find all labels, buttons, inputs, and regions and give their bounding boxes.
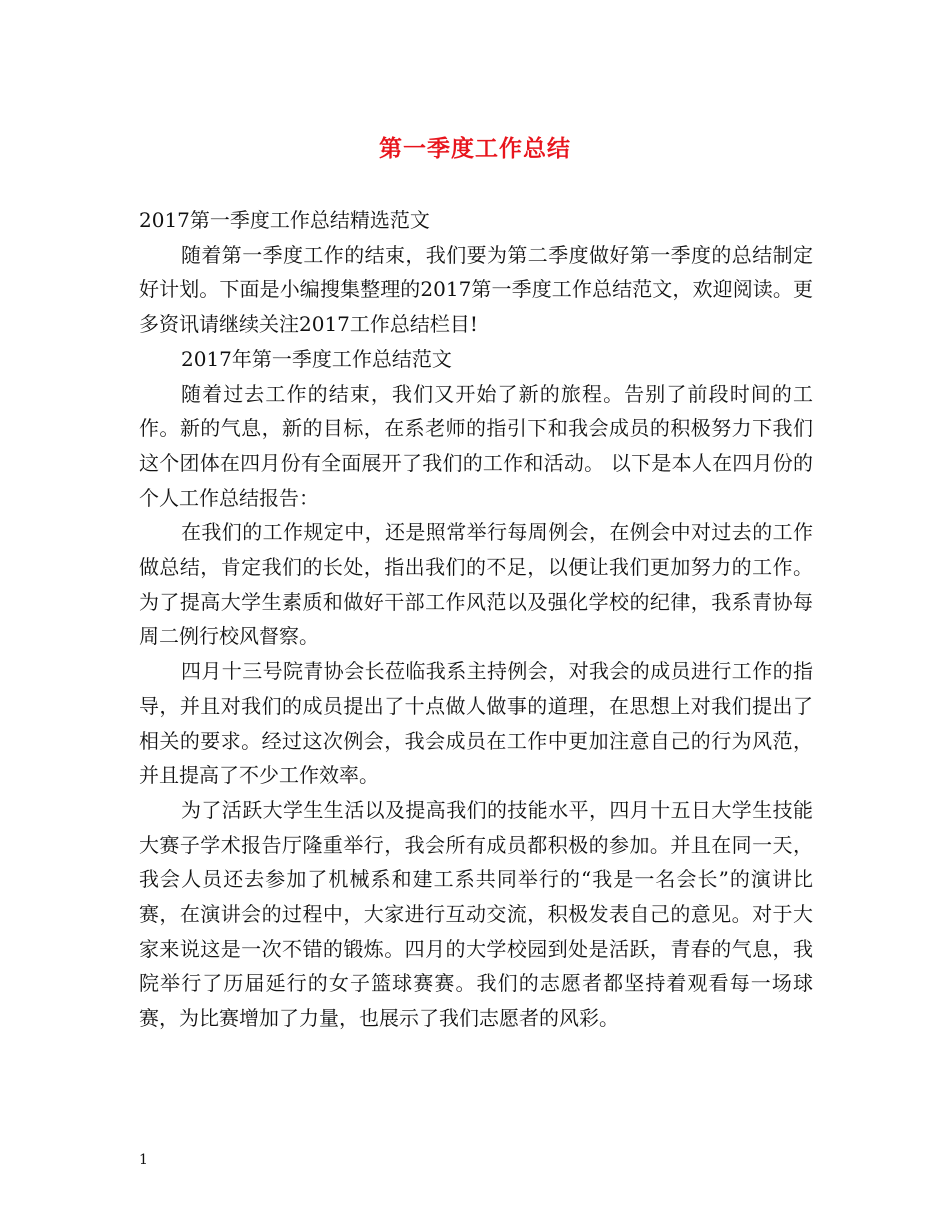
paragraph-body: 随着过去工作的结束，我们又开始了新的旅程。告别了前段时间的工作。新的气息，新的目标，在系老师的指引下和我会成员的积极努力下我们这个团体在四月份有全面展开了我们的工作和活动。 以下是本人在四月份的个人工作总结报告：: [139, 381, 813, 510]
document-body: [139, 203, 813, 1036]
paragraph-intro: 随着第一季度工作的结束，我们要为第二季度做好第一季度的总结制定好计划。下面是小编搜集整理的2017第一季度工作总结范文，欢迎阅读。更多资讯请继续关注2017工作总结栏目!: [139, 242, 813, 337]
paragraph-body: 四月十三号院青协会长莅临我系主持例会，对我会的成员进行工作的指导，并且对我们的成员提出了十点做人做事的道理，在思想上对我们提出了相关的要求。经过这次例会，我会成员在工作中更加注意自己的行为风范，并且提高了不少工作效率。: [139, 659, 813, 788]
paragraph-body: 为了活跃大学生生活以及提高我们的技能水平，四月十五日大学生技能大赛子学术报告厅隆重举行，我会所有成员都积极的参加。并且在同一天，我会人员还去参加了机械系和建工系共同举行的“我是一名会长”的演讲比赛，在演讲会的过程中，大家进行互动交流，积极发表自己的意见。对于大家来说这是一次不错的锻炼。四月的大学校园到处是活跃，青春的气息，我院举行了历届延行的女子篮球赛赛。我们的志愿者都坚持着观看每一场球赛，为比赛增加了力量，也展示了我们志愿者的风彩。: [139, 797, 813, 1031]
paragraph-subtitle: 2017第一季度工作总结精选范文: [139, 208, 430, 232]
page-title: 第一季度工作总结: [379, 135, 571, 162]
page-number: 1: [139, 1152, 148, 1168]
paragraph-section-heading: 2017年第一季度工作总结范文: [181, 346, 452, 371]
paragraph-body: 在我们的工作规定中，还是照常举行每周例会，在例会中对过去的工作做总结，肯定我们的长处，指出我们的不足，以便让我们更加努力的工作。为了提高大学生素质和做好干部工作风范以及强化学校的纪律，我系青协每周二例行校风督察。: [139, 520, 813, 649]
